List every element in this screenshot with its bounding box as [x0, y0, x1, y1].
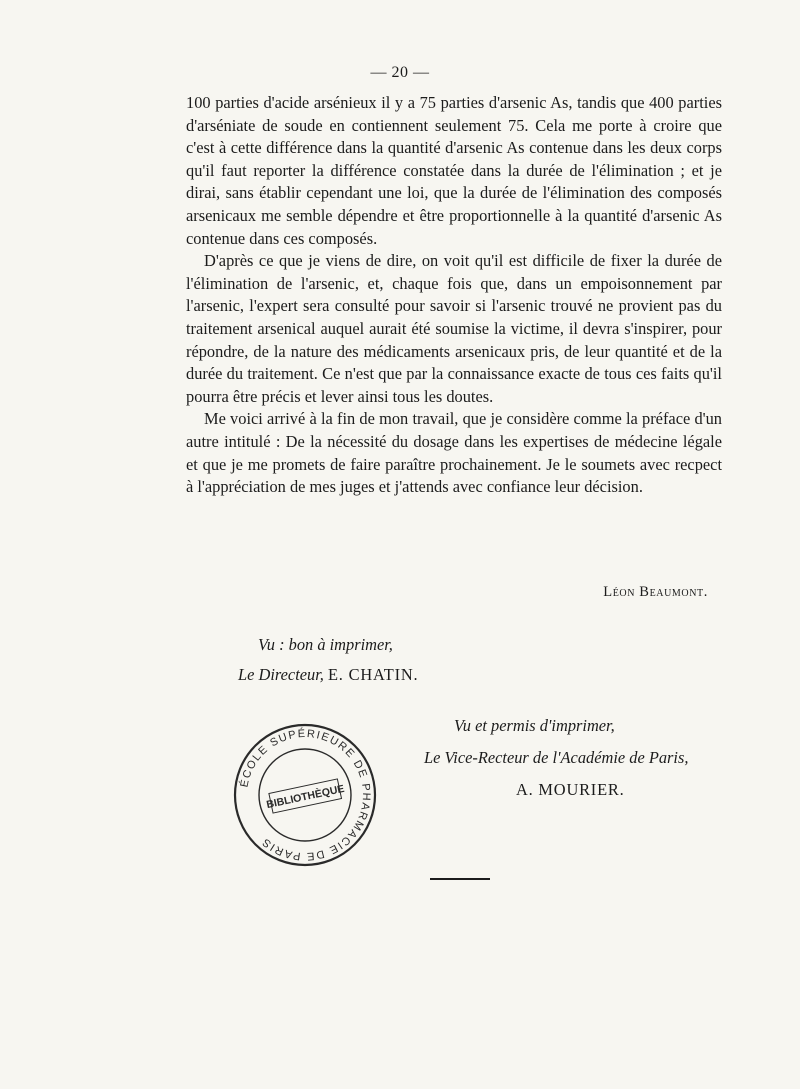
director-approval-line: Vu : bon à imprimer,: [258, 635, 393, 654]
rector-name: A. MOURIER.: [516, 780, 625, 799]
body-text: [186, 92, 722, 499]
rector-role: Le Vice-Recteur de l'Académie de Paris,: [424, 748, 689, 767]
stamp-ring-text: ÉCOLE SUPÉRIEURE DE PHARMACIE DE PARIS: [238, 727, 373, 863]
director-role: Le Directeur,: [238, 665, 324, 684]
director-name: E. CHATIN.: [328, 665, 419, 684]
library-stamp: [230, 720, 380, 870]
closing-rule: [430, 878, 490, 880]
director-imprimatur: [220, 630, 480, 690]
rector-permission-line: Vu et permis d'imprimer,: [454, 716, 615, 735]
paragraph: D'après ce que je viens de dire, on voit qu'il est difficile de fixer la durée de l'élimination de l'arsenic, et, chaque fois que, dans un empoisonnement par l'arsenic, l'expert sera consulté pour savoir si l'arsenic trouvé ne provient pas du traitement arsenical auquel aurait été soumise la victime, il devra s'inspirer, pour répondre, de la nature des médicaments arsenicaux pris, de leur quantité et de la durée du traitement. Ce n'est que par la connaissance exacte de tous ces faits qu'il pourra être précis et lever ainsi tous les doutes.: [186, 251, 722, 406]
director-signature-line: [220, 660, 480, 690]
paragraph: Me voici arrivé à la fin de mon travail, que je considère comme la préface d'un autre intitulé : De la nécessité du dosage dans les expertises de médecine légale et que je me promets de faire paraître prochainement. Je le soumets avec recpect à l'appréciation de mes juges et j'attends avec confiance leur décision.: [186, 409, 722, 497]
page-number: — 20 —: [370, 64, 430, 81]
stamp-center-text: BIBLIOTHÈQUE: [265, 782, 346, 812]
rector-imprimatur: [400, 710, 740, 806]
paragraph: 100 parties d'acide arsénieux il y a 75 parties d'arsenic As, tandis que 400 parties d'arséniate de soude en contiennent seulement 75. Cela me porte à croire que c'est à cette différence dans la quantité d'arsenic As contenue dans les deux corps qu'il faut reporter la différence constatée dans la durée de l'élimination ; et je dirai, sans établir cependant une loi, que la durée de l'élimination des composés arsenicaux me semble dépendre et être proportionnelle à la quantité d'arsenic As contenue dans ces composés.: [186, 93, 722, 248]
author-signature: Léon Beaumont.: [603, 584, 708, 600]
